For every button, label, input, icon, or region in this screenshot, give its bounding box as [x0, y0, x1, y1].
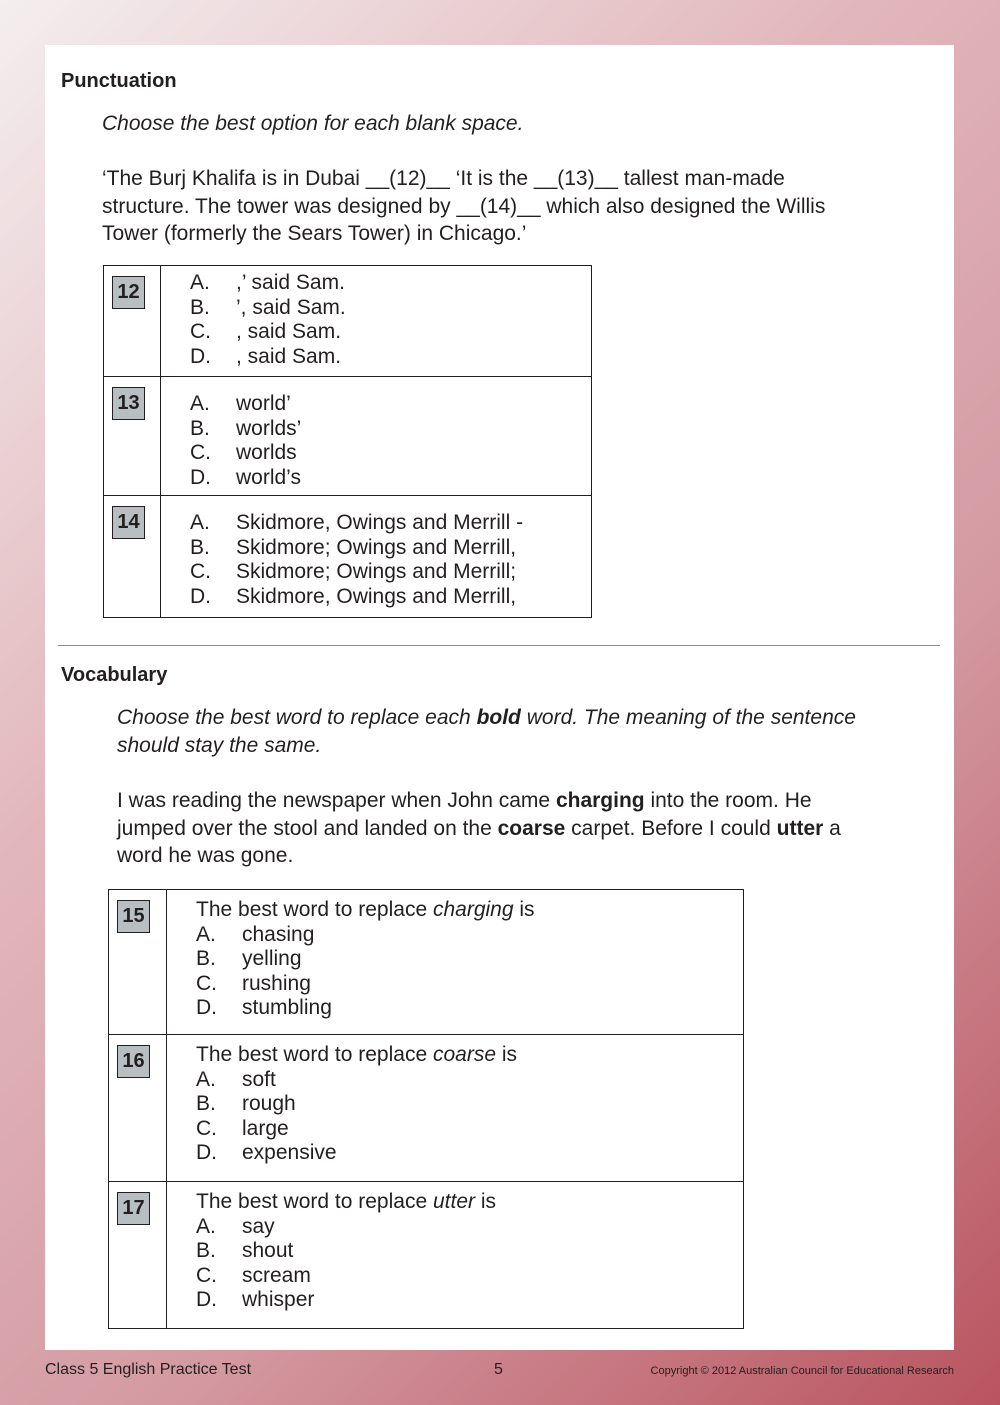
answer-option[interactable]: C. scream — [196, 1263, 311, 1287]
question-number-badge: 15 — [117, 900, 150, 933]
question-row — [104, 266, 592, 377]
answer-option[interactable]: D. expensive — [196, 1141, 337, 1164]
footer-test-title: Class 5 English Practice Test — [45, 1361, 252, 1378]
question-stem: The best word to replace charging is — [196, 898, 535, 921]
question-row — [109, 890, 744, 1035]
answer-option[interactable]: B. worlds’ — [190, 416, 302, 440]
punctuation-instruction: Choose the best option for each blank space. — [102, 112, 524, 135]
answer-option[interactable]: B. Skidmore; Owings and Merrill, — [190, 535, 517, 559]
section-divider — [58, 645, 940, 646]
answer-options — [190, 392, 591, 490]
passage-line: Tower (formerly the Sears Tower) in Chicago.’ — [102, 222, 527, 245]
question-row — [109, 1035, 744, 1182]
answer-option[interactable]: D. stumbling — [196, 996, 332, 1019]
answer-option[interactable]: C. large — [196, 1116, 289, 1140]
question-row — [104, 377, 592, 496]
answer-option[interactable]: B. rough — [196, 1092, 296, 1115]
question-row — [104, 496, 592, 618]
answer-option[interactable]: A. chasing — [196, 922, 315, 946]
vocabulary-heading: Vocabulary — [61, 664, 168, 686]
question-number-badge: 14 — [112, 506, 145, 539]
answer-option[interactable]: A. say — [196, 1214, 275, 1238]
answer-option[interactable]: A. soft — [196, 1067, 276, 1091]
punctuation-passage — [102, 165, 825, 248]
page-number: 5 — [494, 1361, 503, 1378]
question-row — [109, 1182, 744, 1329]
answer-options — [190, 511, 591, 609]
passage-line: structure. The tower was designed by __(14)__ which also designed the Willis — [102, 194, 826, 218]
answer-option[interactable]: B. shout — [196, 1239, 294, 1262]
question-number-badge: 13 — [112, 387, 145, 420]
answer-option[interactable]: A. world’ — [190, 392, 291, 415]
answer-option[interactable]: A. Skidmore, Owings and Merrill - — [190, 511, 524, 534]
answer-option[interactable]: C. , said Sam. — [190, 320, 342, 343]
vocabulary-instruction: Choose the best word to replace each bold word. The meaning of the sentence should stay the same. — [117, 706, 856, 757]
question-number-badge: 17 — [117, 1192, 150, 1225]
answer-option[interactable]: D. Skidmore, Owings and Merrill, — [190, 584, 517, 608]
answer-option[interactable]: D. world’s — [190, 465, 301, 489]
answer-options — [196, 1068, 743, 1166]
passage-line: ‘The Burj Khalifa is in Dubai __(12)__ ‘It is the __(13)__ tallest man-made — [102, 167, 785, 190]
question-stem: The best word to replace utter is — [196, 1190, 496, 1213]
answer-option[interactable]: C. Skidmore; Owings and Merrill; — [190, 560, 517, 583]
answer-option[interactable]: A. ,’ said Sam. — [190, 271, 345, 294]
question-number-badge: 16 — [117, 1045, 150, 1078]
vocabulary-passage: I was reading the newspaper when John came charging into the room. He jumped over the stool and landed on the coarse carpet. Before I could utter a word he was gone. — [117, 789, 841, 867]
copyright-notice: Copyright © 2012 Australian Council for Educational Research — [650, 1365, 954, 1377]
answer-option[interactable]: C. worlds — [190, 441, 297, 464]
answer-option[interactable]: B. yelling — [196, 947, 302, 970]
punctuation-heading: Punctuation — [61, 70, 177, 92]
answer-option[interactable]: C. rushing — [196, 971, 311, 995]
question-number-badge: 12 — [112, 276, 145, 309]
answer-option[interactable]: B. ’, said Sam. — [190, 295, 346, 319]
answer-options — [196, 1215, 743, 1313]
answer-options — [196, 923, 743, 1021]
question-stem: The best word to replace coarse is — [196, 1043, 517, 1066]
answer-option[interactable]: D. whisper — [196, 1288, 315, 1311]
answer-options — [190, 271, 591, 369]
vocabulary-question-table — [108, 889, 744, 1329]
punctuation-question-table — [103, 265, 592, 618]
answer-option[interactable]: D. , said Sam. — [190, 344, 342, 368]
